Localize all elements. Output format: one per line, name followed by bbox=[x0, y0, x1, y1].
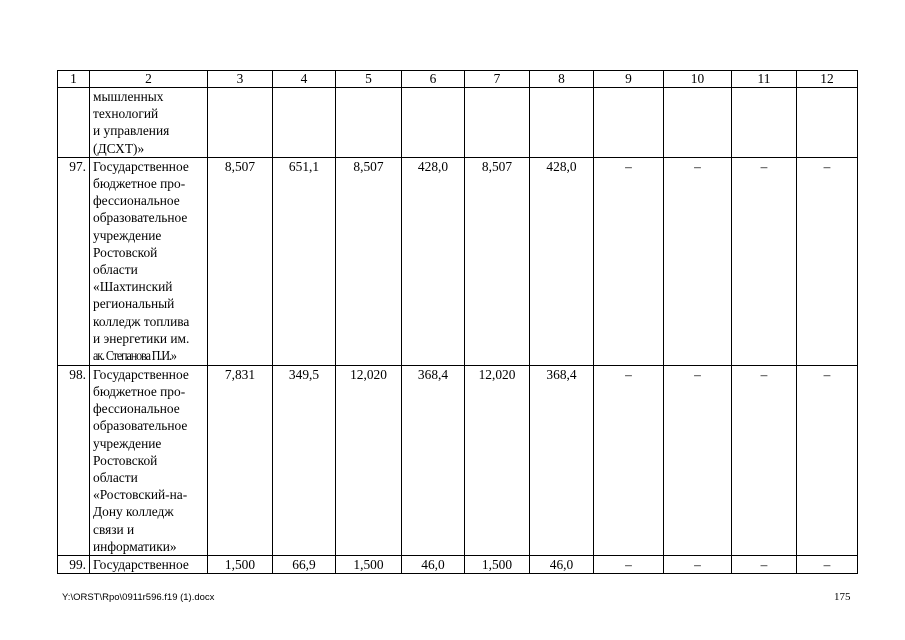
value-cell: 428,0 bbox=[530, 157, 594, 365]
name-line: Ростовской bbox=[93, 452, 158, 468]
name-line: Дону колледж bbox=[93, 504, 174, 520]
value-cell: 12,020 bbox=[336, 365, 402, 555]
value-cell: – bbox=[797, 556, 858, 574]
value-cell bbox=[664, 88, 732, 158]
value-cell: 349,5 bbox=[273, 365, 336, 555]
col-header: 7 bbox=[465, 71, 530, 88]
value-cell: – bbox=[732, 157, 797, 365]
value-cell: 1,500 bbox=[208, 556, 273, 574]
value-cell: 1,500 bbox=[336, 556, 402, 574]
col-header: 5 bbox=[336, 71, 402, 88]
name-line: фессиональное bbox=[93, 401, 180, 417]
value-cell: 46,0 bbox=[402, 556, 465, 574]
value-cell bbox=[594, 88, 664, 158]
value-cell: 46,0 bbox=[530, 556, 594, 574]
value-cell: 7,831 bbox=[208, 365, 273, 555]
value-cell bbox=[732, 88, 797, 158]
col-header: 12 bbox=[797, 71, 858, 88]
value-cell: – bbox=[664, 157, 732, 365]
institution-name-cell bbox=[90, 365, 208, 555]
name-line: Государственное bbox=[93, 366, 189, 382]
name-line: учреждение bbox=[93, 435, 162, 451]
col-header: 9 bbox=[594, 71, 664, 88]
col-header: 8 bbox=[530, 71, 594, 88]
value-cell: 66,9 bbox=[273, 556, 336, 574]
institution-name-cell bbox=[90, 88, 208, 158]
name-line: региональный bbox=[93, 296, 175, 312]
name-line: бюджетное про- bbox=[93, 384, 186, 400]
col-header: 1 bbox=[58, 71, 90, 88]
name-line: связи и bbox=[93, 521, 135, 537]
value-cell bbox=[797, 88, 858, 158]
name-line: области bbox=[93, 470, 138, 486]
value-cell: 368,4 bbox=[530, 365, 594, 555]
header-row bbox=[58, 71, 858, 88]
row-number-cell bbox=[58, 88, 90, 158]
name-line: информатики» bbox=[93, 538, 177, 554]
value-cell: – bbox=[797, 365, 858, 555]
name-line: образовательное bbox=[93, 418, 188, 434]
col-header: 3 bbox=[208, 71, 273, 88]
value-cell: 12,020 bbox=[465, 365, 530, 555]
value-cell: 368,4 bbox=[402, 365, 465, 555]
name-line-compressed bbox=[93, 347, 204, 364]
name-line: фессиональное bbox=[93, 193, 180, 209]
name-line: мышленных bbox=[93, 89, 164, 104]
value-cell bbox=[273, 88, 336, 158]
institution-name-cell bbox=[90, 556, 208, 574]
value-cell: – bbox=[594, 556, 664, 574]
name-line: «Шахтинский bbox=[93, 279, 173, 295]
value-cell bbox=[465, 88, 530, 158]
table-row bbox=[58, 365, 858, 555]
value-cell: 1,500 bbox=[465, 556, 530, 574]
col-header: 2 bbox=[90, 71, 208, 88]
name-line: колледж топлива bbox=[93, 313, 190, 329]
table-row bbox=[58, 157, 858, 365]
name-line: Государственное bbox=[93, 557, 189, 573]
value-cell: – bbox=[594, 365, 664, 555]
name-line: «Ростовский-на- bbox=[93, 487, 188, 503]
data-table bbox=[57, 70, 858, 574]
table-row bbox=[58, 556, 858, 574]
col-header: 10 bbox=[664, 71, 732, 88]
value-cell: – bbox=[664, 556, 732, 574]
value-cell: 8,507 bbox=[336, 157, 402, 365]
value-cell bbox=[208, 88, 273, 158]
name-line: образовательное bbox=[93, 210, 188, 226]
value-cell: 651,1 bbox=[273, 157, 336, 365]
row-number-cell: 98. bbox=[58, 365, 90, 555]
name-line: области bbox=[93, 262, 138, 278]
row-number-cell: 97. bbox=[58, 157, 90, 365]
value-cell: – bbox=[594, 157, 664, 365]
institution-name-cell bbox=[90, 157, 208, 365]
name-line: и энергетики им. bbox=[93, 330, 190, 346]
name-line: Государственное bbox=[93, 158, 189, 174]
name-line: технологий bbox=[93, 106, 159, 122]
row-number-cell: 99. bbox=[58, 556, 90, 574]
name-line: (ДСХТ)» bbox=[93, 140, 145, 156]
value-cell bbox=[402, 88, 465, 158]
name-line: бюджетное про- bbox=[93, 176, 186, 192]
value-cell: 8,507 bbox=[208, 157, 273, 365]
value-cell bbox=[336, 88, 402, 158]
table-row-continuation bbox=[58, 88, 858, 158]
name-line: Ростовской bbox=[93, 244, 158, 260]
page-number: 175 bbox=[834, 591, 851, 603]
name-line: учреждение bbox=[93, 227, 162, 243]
value-cell: 8,507 bbox=[465, 157, 530, 365]
col-header: 11 bbox=[732, 71, 797, 88]
col-header: 6 bbox=[402, 71, 465, 88]
footer-file-path: Y:\ORST\Rpo\0911r596.f19 (1).docx bbox=[62, 592, 215, 603]
col-header: 4 bbox=[273, 71, 336, 88]
name-line-compressed-text: ак. Степанова П.И.» bbox=[93, 348, 176, 364]
value-cell: 428,0 bbox=[402, 157, 465, 365]
value-cell: – bbox=[732, 556, 797, 574]
name-line: и управления bbox=[93, 123, 170, 139]
value-cell: – bbox=[732, 365, 797, 555]
value-cell: – bbox=[664, 365, 732, 555]
value-cell: – bbox=[797, 157, 858, 365]
value-cell bbox=[530, 88, 594, 158]
